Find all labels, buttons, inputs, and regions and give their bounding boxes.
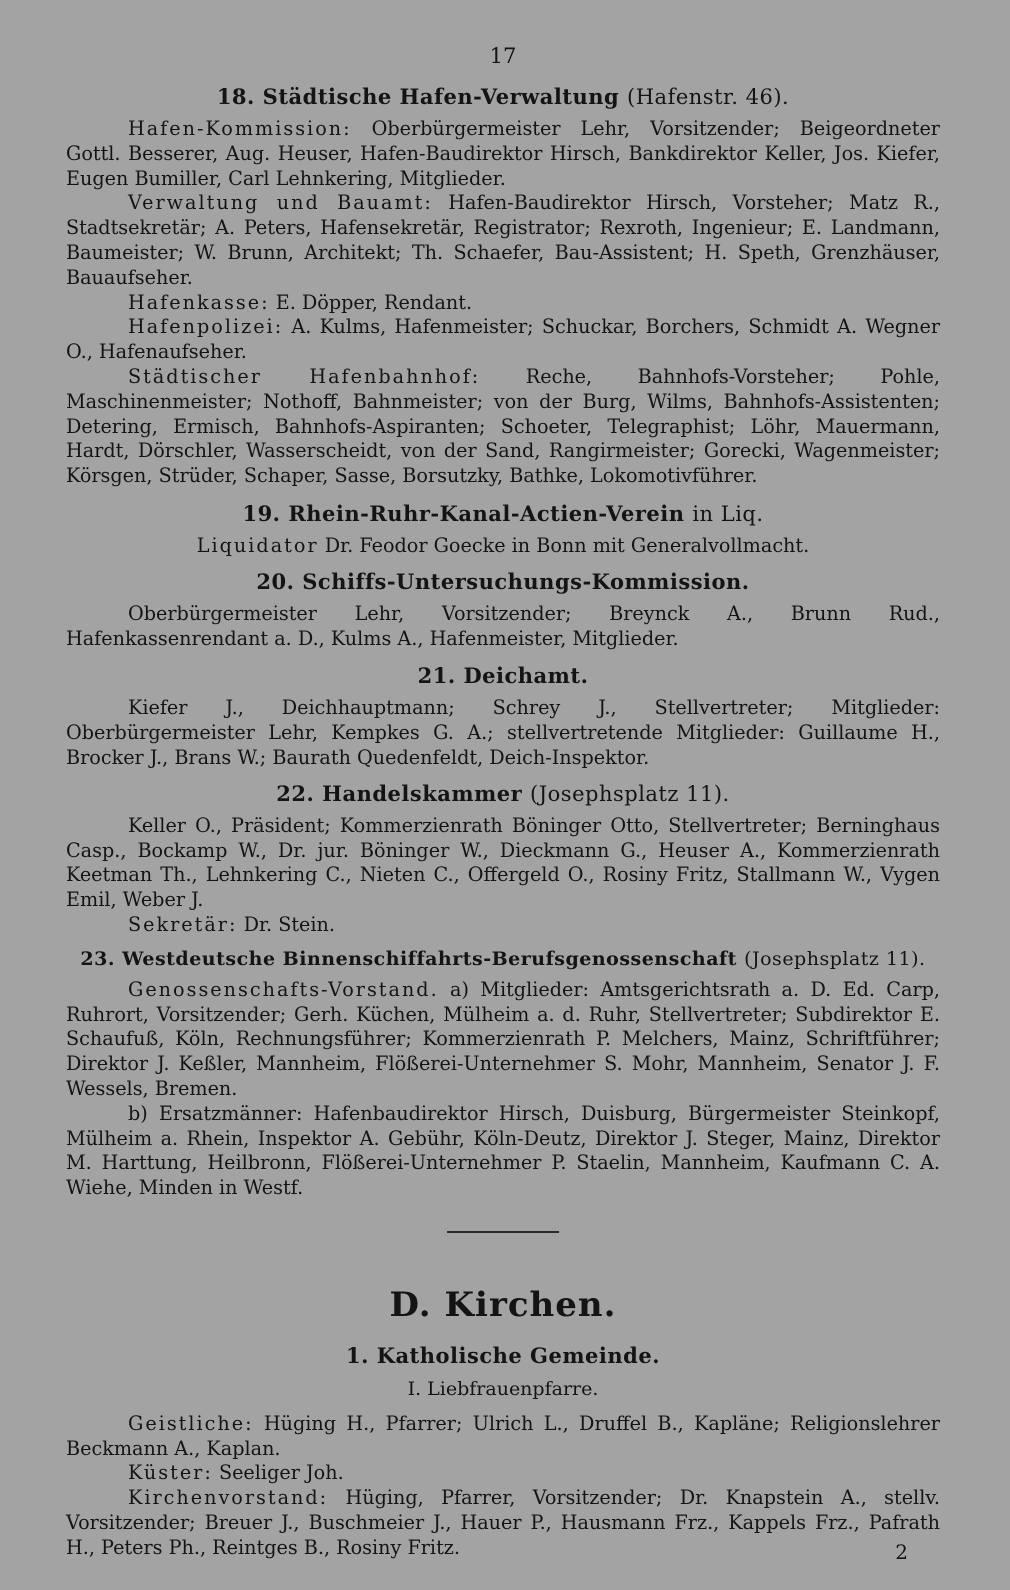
paragraph-text: Dr. Stein. <box>243 912 336 936</box>
sheet-number: 2 <box>895 1540 908 1564</box>
section-20-number: 20. <box>256 568 295 594</box>
sekretaer-paragraph <box>66 913 940 938</box>
paragraph-label: Liquidator <box>196 533 319 557</box>
hafenkasse-paragraph <box>66 291 940 316</box>
geistliche-paragraph <box>66 1412 940 1462</box>
section-18-title: Städtische Hafen-Verwaltung <box>262 84 620 109</box>
section-23-number: 23. <box>80 947 115 970</box>
paragraph-text: Reche, Bahnhofs-Vorsteher; Pohle, Maschinenmeister; Nothoff, Bahnmeister; von der Burg, Wilms, Bahnhofs-Assistenten; Detering, Ermisch, Bahnhofs-Aspiranten; Schoeter, Telegraphist; Löhr, Mauermann, Hardt, Dörschler, Wasserscheidt, von der Sand, Rangirmeister; Gorecki, Wagenmeister; Körsgen, Strüder, Schaper, Sasse, Borsutzky, Bathke, Lokomotivführer. <box>66 364 940 488</box>
section-21-number: 21. <box>417 663 456 689</box>
paragraph-label: Geistliche: <box>128 1411 254 1435</box>
section-20-heading <box>66 569 940 594</box>
paragraph-text: E. Döpper, Rendant. <box>275 290 473 314</box>
paragraph-label: Hafenpolizei: <box>128 315 284 339</box>
hafenpolizei-paragraph <box>66 315 940 365</box>
section-18-heading <box>66 84 940 109</box>
verwaltung-paragraph <box>66 191 940 290</box>
hafen-kommission-paragraph <box>66 117 940 191</box>
paragraph-text: Oberbürgermeister Lehr, Vorsitzender; Beigeordneter Gottl. Besserer, Aug. Heuser, Hafen-Baudirektor Hirsch, Bankdirektor Keller, Jos. Kiefer, Eugen Bumiller, Carl Lehnkering, Mitglieder. <box>66 117 940 190</box>
section-23-title: Westdeutsche Binnenschiffahrts-Berufsgenossenschaft <box>122 947 737 970</box>
section-23-heading <box>66 948 940 970</box>
katholische-gemeinde-heading: 1. Katholische Gemeinde. <box>345 1342 661 1368</box>
kirchenvorstand-paragraph <box>66 1486 940 1560</box>
paragraph-text: Hüging, Pfarrer, Vorsitzender; Dr. Knapstein A., stellv. Vorsitzender; Breuer J., Buschmeier J., Hauer P., Hausmann Frz., Kappels Frz., Pafrath H., Peters Ph., Reintges B., Rosiny Fritz. <box>66 1486 940 1559</box>
section-22-address: (Josephsplatz 11). <box>530 781 730 806</box>
paragraph-text: Seeliger Joh. <box>218 1461 344 1485</box>
section-22-heading <box>66 781 940 806</box>
section-22-title: Handelskammer <box>322 780 523 806</box>
ersatzmaenner-paragraph: b) Ersatzmänner: Hafenbaudirektor Hirsch, Duisburg, Bürgermeister Steinkopf, Mülheim a. Rhein, Inspektor A. Gebühr, Köln-Deutz, Direktor J. Steger, Mainz, Direktor M. Harttung, Heilbronn, Flößerei-Unternehmer P. Staelin, Mannheim, Kaufmann C. A. Wiehe, Minden in Westf. <box>66 1101 940 1200</box>
section-19-heading <box>66 501 940 526</box>
section-22-paragraph: Keller O., Präsident; Kommerzienrath Böninger Otto, Stellvertreter; Berninghaus Casp., Bockamp W., Dr. jur. Böninger W., Dieckmann G., Heuser A., Kommerzienrath Keetman Th., Lehnkering C., Nieten C., Offergeld O., Rosiny Fritz, Stallmann W., Vygen Emil, Weber J. <box>66 813 940 912</box>
section-19-suffix: in Liq. <box>692 501 764 526</box>
section-22-number: 22. <box>276 780 315 806</box>
paragraph-label: Hafen-Kommission: <box>128 117 352 140</box>
section-21-paragraph: Kiefer J., Deichhauptmann; Schrey J., Stellvertreter; Mitglieder: Oberbürgermeister Lehr, Kempkes G. A.; stellvertretende Mitglieder: Guillaume H., Brocker J., Brans W.; Baurath Quedenfeldt, Deich-Inspektor. <box>66 696 940 769</box>
paragraph-text: Hafen-Baudirektor Hirsch, Vorsteher; Matz R., Stadtsekretär; A. Peters, Hafensekretär, Registrator; Rexroth, Ingenieur; E. Landmann, Baumeister; W. Brunn, Architekt; Th. Schaefer, Bau-Assistent; H. Speth, Grenzhäuser, Bauaufseher. <box>66 191 941 289</box>
vorstand-paragraph <box>66 978 940 1102</box>
section-20-title: Schiffs-Untersuchungs-Kommission. <box>302 568 750 594</box>
liquidator-paragraph <box>66 534 940 559</box>
paragraph-label: Sekretär: <box>128 912 238 936</box>
section-21-title: Deichamt. <box>463 663 589 689</box>
paragraph-text: Hüging H., Pfarrer; Ulrich L., Druffel B., Kapläne; Religionslehrer Beckmann A., Kaplan. <box>66 1411 940 1460</box>
kuester-paragraph <box>66 1461 940 1486</box>
section-19-title: Rhein-Ruhr-Kanal-Actien-Verein <box>288 500 685 526</box>
paragraph-label: Verwaltung und Bauamt: <box>128 191 433 215</box>
section-23-address: (Josephsplatz 11). <box>744 947 926 970</box>
page-number: 17 <box>489 44 517 68</box>
section-21-heading <box>66 663 940 688</box>
section-18-address: (Hafenstr. 46). <box>627 85 790 109</box>
paragraph-label: Städtischer Hafenbahnhof: <box>128 364 481 388</box>
hafenbahnhof-paragraph <box>66 365 940 489</box>
paragraph-text: A. Kulms, Hafenmeister; Schuckar, Borchers, Schmidt A. Wegner O., Hafenaufseher. <box>66 315 940 364</box>
section-19-number: 19. <box>242 500 281 526</box>
section-18-number: 18. <box>216 84 255 109</box>
part-d-title: D. Kirchen. <box>389 1284 617 1325</box>
paragraph-label: Küster: <box>128 1461 213 1485</box>
paragraph-label: Kirchenvorstand: <box>128 1486 329 1510</box>
paragraph-label: Hafenkasse: <box>128 290 270 314</box>
section-divider <box>447 1231 559 1233</box>
paragraph-label: Genossenschafts-Vorstand. <box>128 977 439 1001</box>
paragraph-text: a) Mitglieder: Amtsgerichtsrath a. D. Ed. Carp, Ruhrort, Vorsitzender; Gerh. Küchen, Mülheim a. d. Ruhr, Stellvertreter; Subdirektor E. Schaufuß, Köln, Rechnungsführer; Kommerzienrath P. Melchers, Mainz, Schriftführer; Direktor J. Keßler, Mannheim, Flößerei-Unternehmer S. Mohr, Mannheim, Senator J. F. Wessels, Bremen. <box>66 977 940 1100</box>
section-20-paragraph: Oberbürgermeister Lehr, Vorsitzender; Breynck A., Brunn Rud., Hafenkassenrendant a. D., Kulms A., Hafenmeister, Mitglieder. <box>66 601 940 650</box>
paragraph-text: Dr. Feodor Goecke in Bonn mit Generalvollmacht. <box>324 533 810 557</box>
liebfrauenpfarre-heading: I. Liebfrauenpfarre. <box>407 1377 599 1400</box>
